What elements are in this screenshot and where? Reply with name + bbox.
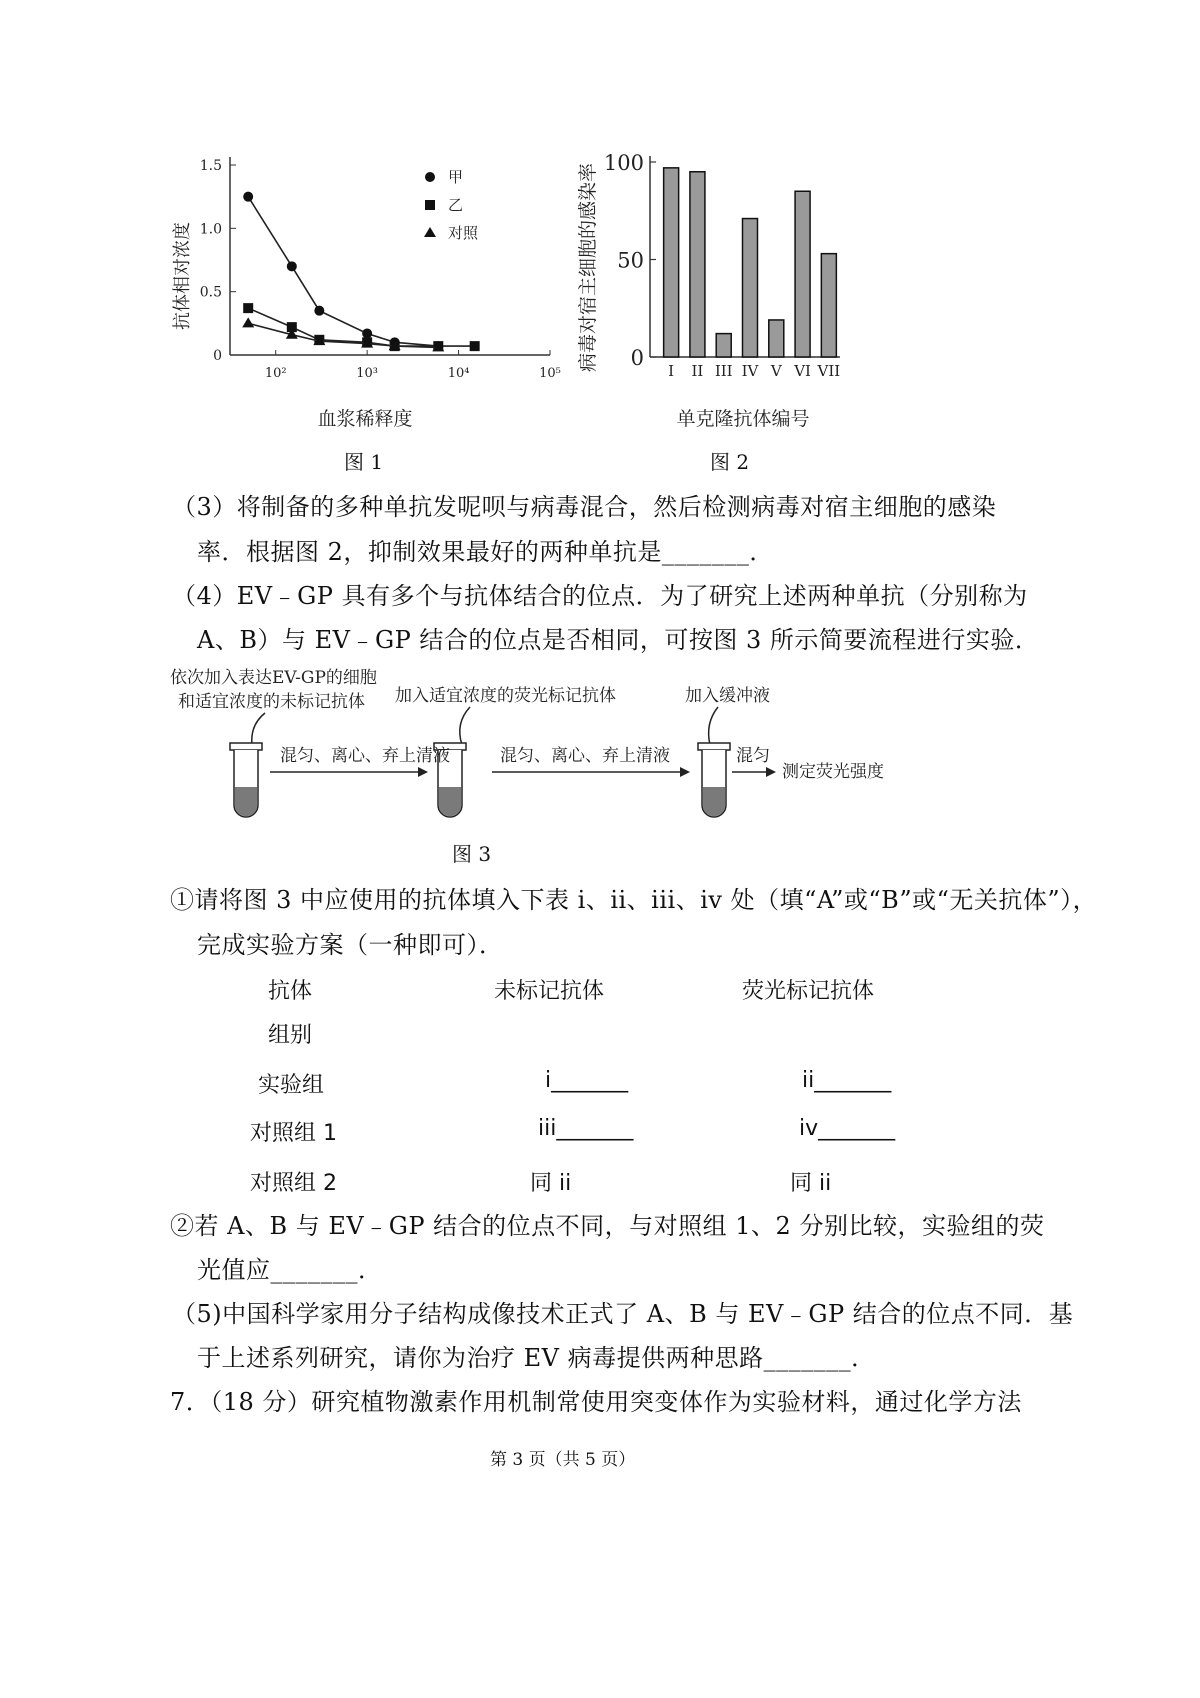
figure-2-x-tick-label: I [668,362,675,380]
step2-pointer [460,707,470,745]
figure-3-flow [170,665,930,835]
table-row-1-c2: ii_______ [802,1068,892,1093]
legend-marker-对照 [424,227,436,237]
result-label: 测定荧光强度 [782,762,884,782]
tube-1 [230,743,262,817]
figure-2-x-tick-label: VI [794,362,811,380]
figure-2-xlabel: 单克隆抗体编号 [676,408,810,430]
sub2-line-2: 光值应_______． [197,1256,383,1284]
table-row-3-group: 对照组 2 [250,1171,337,1196]
figure-1-x-tick-label: 10⁵ [539,366,561,381]
step2-label: 加入适宜浓度的荧光标记抗体 [395,686,616,706]
table-row-1-group: 实验组 [258,1073,325,1098]
legend-label: 乙 [448,196,464,214]
figure-1-caption: 图 1 [344,450,384,474]
q3-line-2: 率．根据图 2，抑制效果最好的两种单抗是_______． [197,538,774,566]
figure-2-y-tick-label: 0 [630,346,644,370]
figure-2-y-tick-label: 50 [617,248,644,273]
arrow-3 [732,767,776,777]
figure-1-ylabel: 抗体相对浓度 [172,222,193,330]
step1-label-line2: 和适宜浓度的未标记抗体 [178,692,365,712]
tube-3 [698,743,730,817]
table-header-group: 组别 [268,1023,313,1048]
table-row-3-c1: 同 ii [530,1171,572,1196]
figure-1-y-tick-label: 1.0 [199,221,222,238]
figure-2-y-tick-label: 100 [603,151,644,175]
figure-1-x-tick-label: 10³ [356,366,379,381]
bar-7 [821,254,836,357]
arrow-2 [492,767,690,777]
q5-line-2: 于上述系列研究，请你为治疗 EV 病毒提供两种思路_______． [197,1344,876,1372]
q5-line-1: （5)中国科学家用分子结构成像技术正式了 A、B 与 EV﹣GP 结合的位点不同．基 [172,1300,1074,1328]
figure-1-chart [160,145,610,445]
table-row-2-c1: iii_______ [538,1116,634,1141]
series-line-甲 [248,197,438,346]
page-footer: 第 3 页（共 5 页） [490,1450,636,1470]
figure-2-ylabel: 病毒对宿主细胞的感染率 [577,162,599,372]
q4-line-1: （4）EV﹣GP 具有多个与抗体结合的位点．为了研究上述两种单抗（分别称为 [172,582,1028,610]
bar-5 [769,320,784,357]
figure-2-x-tick-label: III [714,362,733,380]
figure-2-caption: 图 2 [710,450,750,474]
legend-marker-乙 [425,200,435,210]
table-row-2-c2: iv_______ [799,1116,896,1141]
data-point-甲 [314,306,324,316]
figure-2-x-tick-label: V [770,362,782,380]
arrow-3-label: 混匀 [736,746,770,766]
figure-1-xlabel: 血浆稀释度 [317,408,413,430]
figure-1-y-tick-label: 1.5 [199,158,222,174]
q4-line-2: A、B）与 EV﹣GP 结合的位点是否相同，可按图 3 所示简要流程进行实验． [197,626,1040,654]
figure-3-caption: 图 3 [452,842,492,866]
figure-1-x-tick-label: 10² [264,366,287,381]
data-point-甲 [243,192,253,202]
data-point-对照 [242,317,254,327]
series-line-乙 [248,308,475,346]
figure-1-x-tick-label: 10⁴ [447,366,470,381]
table-row-3-c2: 同 ii [790,1171,832,1196]
table-col-fluorescent: 荧光标记抗体 [742,979,875,1004]
step1-pointer [252,713,265,745]
arrow-2-label: 混匀、离心、弃上清液 [500,746,670,766]
figure-2-x-tick-label: VII [817,362,841,380]
figure-2-x-tick-label: II [691,362,704,380]
table-row-2-group: 对照组 1 [250,1121,337,1146]
table-row-1-c1: i_______ [545,1068,629,1093]
bar-6 [795,191,810,357]
bar-2 [690,172,705,357]
bar-3 [716,334,731,357]
legend-marker-甲 [425,172,435,182]
data-point-甲 [287,261,297,271]
figure-1-y-tick-label: 0.5 [199,284,222,301]
legend-label: 甲 [448,168,464,186]
figure-2-x-tick-label: IV [741,362,759,380]
q7-line-1: 7．（18 分）研究植物激素作用机制常使用突变体作为实验材料，通过化学方法 [170,1388,1022,1416]
step1-label-line1: 依次加入表达EV-GP的细胞 [170,668,377,688]
sub1-line-1: ①请将图 3 中应使用的抗体填入下表 i、ii、iii、iv 处（填“A”或“B”或“无关抗体”）， [170,886,1098,914]
figure-2-chart [570,140,870,440]
data-point-乙 [243,303,253,313]
table-header-antibody: 抗体 [268,979,313,1004]
data-point-乙 [470,341,480,351]
table-col-unlabeled: 未标记抗体 [494,979,605,1004]
q3-line-1: （3）将制备的多种单抗发呢呗与病毒混合，然后检测病毒对宿主细胞的感染 [172,493,997,521]
step3-label: 加入缓冲液 [685,686,770,706]
bar-4 [743,219,758,357]
step3-pointer [709,707,718,745]
arrow-1 [270,767,428,777]
sub2-line-1: ②若 A、B 与 EV﹣GP 结合的位点不同，与对照组 1、2 分别比较，实验组的荧 [170,1212,1045,1240]
sub1-line-2: 完成实验方案（一种即可）． [197,931,504,959]
bar-1 [664,168,679,357]
legend-label: 对照 [448,224,479,242]
arrow-1-label: 混匀、离心、弃上清液 [280,746,450,766]
figure-1-y-tick-label: 0 [213,348,222,364]
data-point-甲 [362,328,372,338]
